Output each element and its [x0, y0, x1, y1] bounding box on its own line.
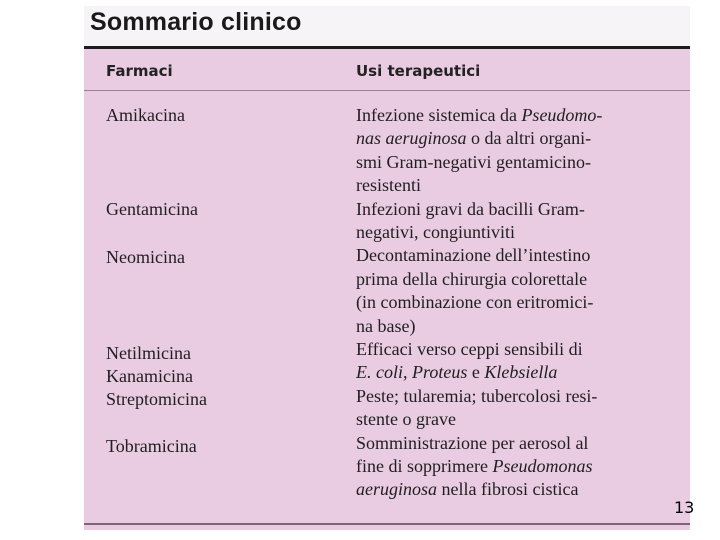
slide-number: 13 [674, 498, 695, 517]
use-line: Decontaminazione dell’intestino [356, 245, 591, 265]
use-line: na base) [356, 316, 416, 336]
use-line: smi Gram-negativi gentamicino- [356, 152, 591, 172]
use-line: nas aeruginosa o da altri organi- [356, 128, 592, 148]
bottom-divider [84, 523, 690, 525]
title-bar [84, 6, 690, 49]
header-divider [84, 90, 690, 91]
use-line: prima della chirurgia colorettale [356, 269, 588, 289]
column-header-uses: Usi terapeutici [356, 62, 481, 80]
use-line: fine di sopprimere Pseudomonas [356, 456, 593, 476]
use-line: (in combinazione con eritromici- [356, 292, 594, 312]
drug-name: Kanamicina [106, 366, 193, 386]
drug-name: Tobramicina [106, 436, 197, 456]
use-line: aeruginosa nella fibrosi cistica [356, 479, 579, 499]
use-line: Infezione sistemica da Pseudomo- [356, 105, 603, 125]
drug-name: Streptomicina [106, 389, 207, 409]
clinical-summary-panel [84, 6, 690, 530]
use-line: stente o grave [356, 409, 456, 429]
use-line: resistenti [356, 175, 421, 195]
column-header-drugs: Farmaci [106, 62, 173, 80]
drug-name: Netilmicina [106, 343, 191, 363]
use-line: Efficaci verso ceppi sensibili di [356, 339, 583, 359]
drug-name: Neomicina [106, 247, 185, 267]
use-line: Peste; tularemia; tubercolosi resi- [356, 386, 598, 406]
drug-name: Gentamicina [106, 199, 198, 219]
drug-name: Amikacina [106, 105, 185, 125]
page-title: Sommario clinico [90, 8, 302, 36]
use-line: negativi, congiuntiviti [356, 222, 515, 242]
use-line: Somministrazione per aerosol al [356, 433, 589, 453]
use-line: E. coli, Proteus e Klebsiella [356, 362, 558, 382]
use-line: Infezioni gravi da bacilli Gram- [356, 199, 585, 219]
